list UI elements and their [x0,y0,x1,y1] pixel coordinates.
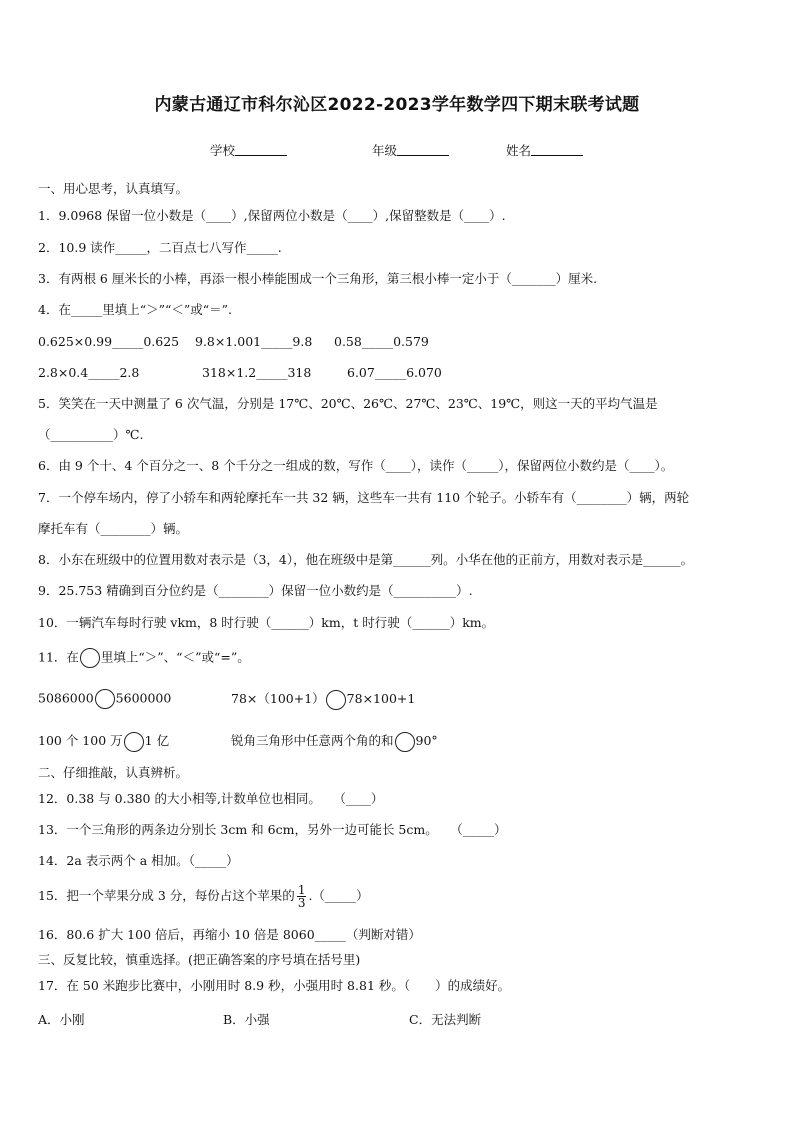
name-label: 姓名 [506,143,532,158]
question-14: 14．2a 表示两个 a 相加。（_____） [38,853,239,868]
q11-suffix: 里填上“＞”、“＜”或“=”。 [100,649,250,665]
question-1: 1．9.0968 保留一位小数是（____）,保留两位小数是（____）,保留整数是（____）. [38,208,506,223]
q11-item-b [231,689,415,710]
q11-c-right: 1 亿 [144,733,170,748]
fraction-denominator: 3 [297,896,306,910]
question-7-line1: 7．一个停车场内，停了小轿车和两轮摩托车一共 32 辆，这些车一共有 110 个轮子。小轿车有（________）辆，两轮 [38,490,690,505]
question-8: 8．小东在班级中的位置用数对表示是（3，4），他在班级中是第______列。小华在他的正前方，用数对表示是______。 [38,552,694,567]
grade-blank[interactable] [397,143,449,156]
name-field [506,141,583,159]
question-3: 3．有两根 6 厘米长的小棒，再添一根小棒能围成一个三角形，第三根小棒一定小于（_______）厘米. [38,271,598,286]
question-15 [38,884,369,909]
fraction-numerator: 1 [297,883,306,897]
school-blank[interactable] [235,143,287,156]
q11-b-left: 78×（100+1） [231,691,325,706]
q11-a-left: 5086000 [38,690,94,706]
page-title: 内蒙古通辽市科尔沁区2022-2023学年数学四下期末联考试题 [154,95,640,115]
section-1-heading: 一、用心思考，认真填写。 [38,181,189,196]
q15-suffix: .（_____） [308,888,369,903]
section-2-heading: 二、仔细推敲，认真辨析。 [38,765,189,780]
question-2: 2．10.9 读作_____，二百点七八写作_____. [38,240,282,255]
q17-option-a[interactable]: A．小刚 [38,1012,85,1027]
school-field [210,141,287,159]
school-label: 学校 [210,143,236,158]
grade-field [372,141,449,159]
section-3-heading: 三、反复比较，慎重选择。(把正确答案的序号填在括号里) [38,952,361,967]
q11-b-right: 78×100+1 [346,691,416,706]
question-13: 13．一个三角形的两条边分别长 3cm 和 6cm，另外一边可能长 5cm。 （_____） [38,822,507,837]
q4-row2-item1: 2.8×0.4_____2.8 [38,365,140,380]
q4-row1-item1: 0.625×0.99_____0.625 [38,334,180,349]
q4-row2-item2: 318×1.2_____318 [202,365,312,380]
q11-d-right: 90° [415,733,438,748]
q4-row2-item3: 6.07_____6.070 [347,365,442,380]
q11-d-left: 锐角三角形中任意两个角的和 [231,733,394,748]
question-17: 17．在 50 米跑步比赛中，小刚用时 8.9 秒，小强用时 8.81 秒。（ ）的成绩好。 [38,978,511,993]
q11-item-a [38,689,171,709]
compare-circle-icon [80,648,100,668]
q4-row1-item2: 9.8×1.001_____9.8 [195,334,313,349]
q11-a-right: 5600000 [115,690,172,706]
q17-option-b[interactable]: B．小强 [223,1012,270,1027]
name-blank[interactable] [531,143,583,156]
q11-a-circle[interactable] [95,689,115,709]
q4-row1-item3: 0.58_____0.579 [334,334,429,349]
question-7-line2: 摩托车有（________）辆。 [38,521,189,536]
question-11 [38,648,250,668]
q17-option-c[interactable]: C．无法判断 [409,1012,482,1027]
q11-d-circle[interactable] [395,732,415,752]
question-5-line2: （__________）℃. [38,427,144,442]
q15-prefix: 15．把一个苹果分成 3 分，每份占这个苹果的 [38,888,295,903]
question-9: 9．25.753 精确到百分位约是（________）保留一位小数约是（__________）. [38,583,473,598]
question-12: 12．0.38 与 0.380 的大小相等,计数单位也相同。 （____） [38,791,384,806]
q11-b-circle[interactable] [326,690,346,710]
question-16: 16．80.6 扩大 100 倍后，再缩小 10 倍是 8060_____（判断对错） [38,927,421,942]
question-10: 10．一辆汽车每时行驶 vkm，8 时行驶（______）km，t 时行驶（______）km。 [38,615,495,630]
q11-prefix: 11．在 [38,649,79,665]
q11-item-d [231,731,438,752]
question-6: 6．由 9 个十、4 个百分之一、8 个千分之一组成的数，写作（____），读作（_____），保留两位小数约是（____）。 [38,458,674,473]
grade-label: 年级 [372,143,398,158]
fraction-one-third [297,884,307,909]
question-5-line1: 5．笑笑在一天中测量了 6 次气温，分别是 17℃、20℃、26℃、27℃、23℃、19℃，则这一天的平均气温是 [38,396,658,411]
q11-c-circle[interactable] [124,732,144,752]
q11-item-c [38,731,169,752]
question-4: 4．在_____里填上“＞”“＜”或“＝”. [38,302,233,317]
q11-c-left: 100 个 100 万 [38,733,123,748]
